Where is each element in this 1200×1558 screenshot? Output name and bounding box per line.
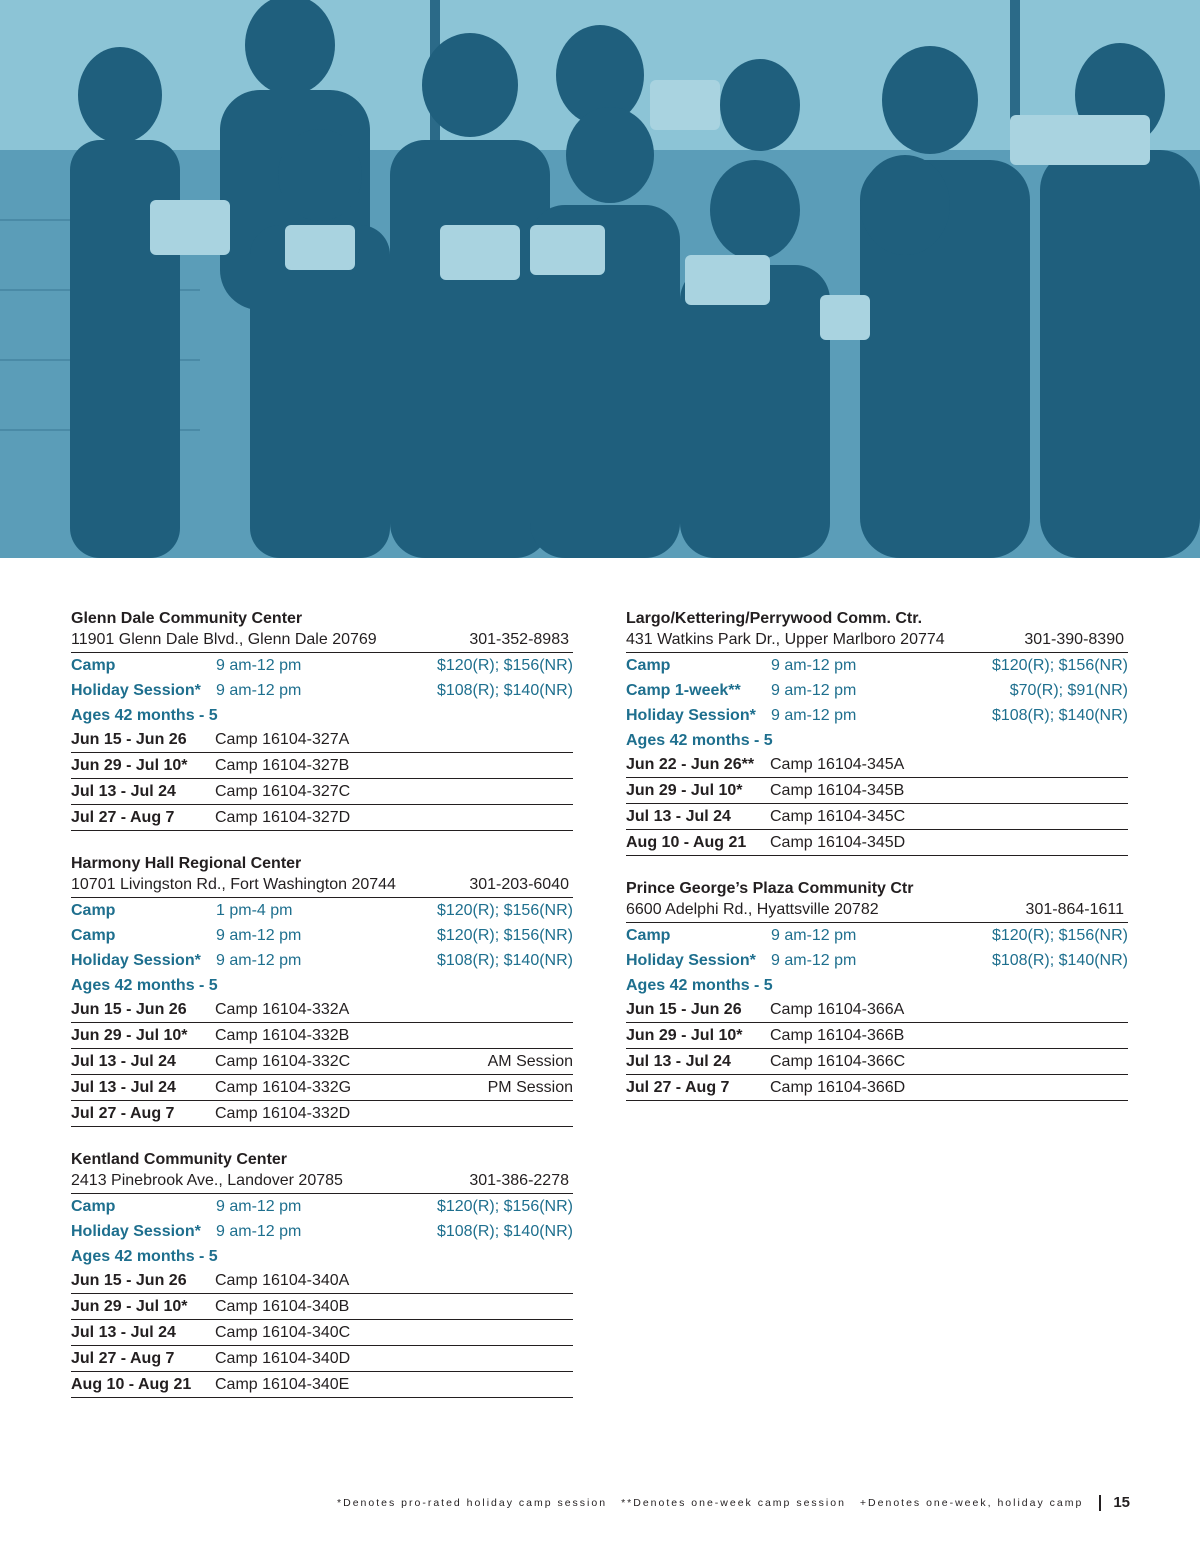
session-row <box>626 1049 1128 1075</box>
program-time: 9 am-12 pm <box>216 952 302 969</box>
session-row <box>71 1075 573 1101</box>
page-number: 15 <box>1113 1494 1130 1511</box>
program-time: 1 pm-4 pm <box>216 902 293 919</box>
program-row <box>71 678 573 703</box>
age-range: Ages 42 months - 5 <box>626 732 773 749</box>
session-row <box>71 997 573 1023</box>
session-dates: Jul 27 - Aug 7 <box>71 809 175 826</box>
program-label: Camp <box>71 1198 116 1215</box>
session-code: Camp 16104-332D <box>215 1105 351 1122</box>
session-code: Camp 16104-345B <box>770 782 905 799</box>
center-phone: 301-386-2278 <box>469 1172 569 1189</box>
session-code: Camp 16104-340B <box>215 1298 350 1315</box>
center-phone: 301-203-6040 <box>469 876 569 893</box>
session-dates: Jul 27 - Aug 7 <box>626 1079 730 1096</box>
program-row <box>71 898 573 923</box>
session-row <box>71 805 573 831</box>
session-code: Camp 16104-340C <box>215 1324 351 1341</box>
center-block <box>71 1149 573 1398</box>
session-dates: Jun 29 - Jul 10* <box>71 757 188 774</box>
center-name: Prince George’s Plaza Community Ctr <box>626 880 914 897</box>
program-fee: $120(R); $156(NR) <box>436 657 573 674</box>
age-range: Ages 42 months - 5 <box>71 1248 218 1265</box>
program-fee: $108(R); $140(NR) <box>991 707 1128 724</box>
footnote-prorated: *Denotes pro-rated holiday camp session <box>337 1496 608 1509</box>
center-address: 11901 Glenn Dale Blvd., Glenn Dale 20769 <box>71 631 377 648</box>
session-dates: Jul 13 - Jul 24 <box>71 1079 176 1096</box>
session-row <box>71 1049 573 1075</box>
program-time: 9 am-12 pm <box>771 952 857 969</box>
program-fee: $120(R); $156(NR) <box>991 657 1128 674</box>
center-address: 2413 Pinebrook Ave., Landover 20785 <box>71 1172 343 1189</box>
center-address: 431 Watkins Park Dr., Upper Marlboro 20774 <box>626 631 945 648</box>
program-row <box>71 653 573 678</box>
session-dates: Aug 10 - Aug 21 <box>626 834 747 851</box>
program-label: Holiday Session* <box>626 707 756 724</box>
session-row <box>71 753 573 779</box>
program-row <box>626 923 1128 948</box>
center-name: Largo/Kettering/Perrywood Comm. Ctr. <box>626 610 923 627</box>
program-fee: $108(R); $140(NR) <box>436 952 573 969</box>
program-time: 9 am-12 pm <box>216 657 302 674</box>
session-dates: Jul 13 - Jul 24 <box>626 1053 731 1070</box>
session-row <box>626 830 1128 856</box>
center-address-row <box>71 1171 573 1194</box>
session-dates: Jul 27 - Aug 7 <box>71 1105 175 1122</box>
center-phone: 301-352-8983 <box>469 631 569 648</box>
program-time: 9 am-12 pm <box>216 1223 302 1240</box>
center-name: Glenn Dale Community Center <box>71 610 303 627</box>
center-name: Kentland Community Center <box>71 1151 288 1168</box>
center-name: Harmony Hall Regional Center <box>71 855 302 872</box>
session-dates: Jun 29 - Jul 10* <box>626 1027 743 1044</box>
session-dates: Jun 15 - Jun 26 <box>71 1272 187 1289</box>
age-range: Ages 42 months - 5 <box>626 977 773 994</box>
center-block <box>626 608 1128 856</box>
program-row <box>71 948 573 973</box>
session-row <box>71 1023 573 1049</box>
footnote-one-week-holiday: +Denotes one-week, holiday camp <box>859 1496 1084 1509</box>
program-fee: $70(R); $91(NR) <box>1009 682 1128 699</box>
session-code: Camp 16104-340E <box>215 1376 350 1393</box>
session-dates: Jul 13 - Jul 24 <box>71 1053 176 1070</box>
session-code: Camp 16104-345A <box>770 756 905 773</box>
program-label: Holiday Session* <box>71 682 201 699</box>
session-row <box>71 1372 573 1398</box>
session-row <box>626 1075 1128 1101</box>
session-dates: Jun 29 - Jul 10* <box>71 1027 188 1044</box>
program-row <box>626 703 1128 728</box>
footer <box>337 1494 1130 1511</box>
program-label: Camp <box>626 657 671 674</box>
program-row <box>626 678 1128 703</box>
center-address: 10701 Livingston Rd., Fort Washington 20744 <box>71 876 396 893</box>
center-block <box>71 853 573 1127</box>
session-row <box>71 1320 573 1346</box>
session-code: Camp 16104-366A <box>770 1001 905 1018</box>
session-row <box>71 1101 573 1127</box>
session-code: Camp 16104-332B <box>215 1027 350 1044</box>
session-code: Camp 16104-366B <box>770 1027 905 1044</box>
children-group-photo <box>0 0 1200 558</box>
center-address-row <box>71 630 573 653</box>
center-phone: 301-390-8390 <box>1024 631 1124 648</box>
program-time: 9 am-12 pm <box>216 927 302 944</box>
program-row <box>71 923 573 948</box>
session-dates: Jul 13 - Jul 24 <box>626 808 731 825</box>
center-address-row <box>626 900 1128 923</box>
session-code: Camp 16104-340D <box>215 1350 351 1367</box>
session-code: Camp 16104-340A <box>215 1272 350 1289</box>
session-dates: Jun 15 - Jun 26 <box>626 1001 742 1018</box>
session-code: Camp 16104-327D <box>215 809 351 826</box>
program-fee: $120(R); $156(NR) <box>436 902 573 919</box>
center-block <box>626 878 1128 1101</box>
age-range: Ages 42 months - 5 <box>71 977 218 994</box>
session-code: Camp 16104-366C <box>770 1053 906 1070</box>
program-time: 9 am-12 pm <box>216 682 302 699</box>
session-row <box>71 1346 573 1372</box>
session-row <box>626 778 1128 804</box>
program-time: 9 am-12 pm <box>216 1198 302 1215</box>
session-dates: Jun 15 - Jun 26 <box>71 1001 187 1018</box>
session-dates: Jun 29 - Jul 10* <box>71 1298 188 1315</box>
session-code: Camp 16104-327C <box>215 783 351 800</box>
program-row <box>71 1194 573 1219</box>
program-label: Camp <box>71 902 116 919</box>
program-time: 9 am-12 pm <box>771 682 857 699</box>
session-dates: Aug 10 - Aug 21 <box>71 1376 192 1393</box>
session-dates: Jul 27 - Aug 7 <box>71 1350 175 1367</box>
session-row <box>71 779 573 805</box>
program-row <box>71 1219 573 1244</box>
session-row <box>626 752 1128 778</box>
right-column <box>626 608 1128 1123</box>
session-dates: Jun 15 - Jun 26 <box>71 731 187 748</box>
session-row <box>626 804 1128 830</box>
left-column <box>71 608 573 1420</box>
program-label: Camp <box>626 927 671 944</box>
session-code: Camp 16104-332A <box>215 1001 350 1018</box>
session-dates: Jul 13 - Jul 24 <box>71 783 176 800</box>
hero-photo <box>0 0 1200 558</box>
session-note: PM Session <box>487 1079 573 1096</box>
program-fee: $120(R); $156(NR) <box>436 1198 573 1215</box>
session-dates: Jul 13 - Jul 24 <box>71 1324 176 1341</box>
program-label: Camp 1-week** <box>626 682 741 699</box>
session-row <box>71 1294 573 1320</box>
center-block <box>71 608 573 831</box>
footer-divider <box>1099 1495 1101 1511</box>
program-fee: $108(R); $140(NR) <box>991 952 1128 969</box>
center-address: 6600 Adelphi Rd., Hyattsville 20782 <box>626 901 879 918</box>
program-time: 9 am-12 pm <box>771 927 857 944</box>
program-label: Camp <box>71 927 116 944</box>
program-time: 9 am-12 pm <box>771 657 857 674</box>
session-dates: Jun 22 - Jun 26** <box>626 756 755 773</box>
program-fee: $120(R); $156(NR) <box>991 927 1128 944</box>
session-code: Camp 16104-345C <box>770 808 906 825</box>
program-label: Holiday Session* <box>71 952 201 969</box>
session-code: Camp 16104-332C <box>215 1053 351 1070</box>
session-row <box>71 1268 573 1294</box>
session-row <box>71 727 573 753</box>
session-row <box>626 997 1128 1023</box>
age-range: Ages 42 months - 5 <box>71 707 218 724</box>
program-fee: $120(R); $156(NR) <box>436 927 573 944</box>
program-label: Holiday Session* <box>626 952 756 969</box>
center-phone: 301-864-1611 <box>1025 901 1124 918</box>
session-code: Camp 16104-327A <box>215 731 350 748</box>
session-note: AM Session <box>487 1053 573 1070</box>
program-fee: $108(R); $140(NR) <box>436 1223 573 1240</box>
session-row <box>626 1023 1128 1049</box>
footnote-one-week: **Denotes one-week camp session <box>621 1496 846 1509</box>
program-fee: $108(R); $140(NR) <box>436 682 573 699</box>
program-label: Camp <box>71 657 116 674</box>
session-dates: Jun 29 - Jul 10* <box>626 782 743 799</box>
program-label: Holiday Session* <box>71 1223 201 1240</box>
program-row <box>626 653 1128 678</box>
session-code: Camp 16104-327B <box>215 757 350 774</box>
session-code: Camp 16104-366D <box>770 1079 906 1096</box>
session-code: Camp 16104-332G <box>215 1079 352 1096</box>
program-time: 9 am-12 pm <box>771 707 857 724</box>
center-address-row <box>626 630 1128 653</box>
center-address-row <box>71 875 573 898</box>
session-code: Camp 16104-345D <box>770 834 906 851</box>
program-row <box>626 948 1128 973</box>
